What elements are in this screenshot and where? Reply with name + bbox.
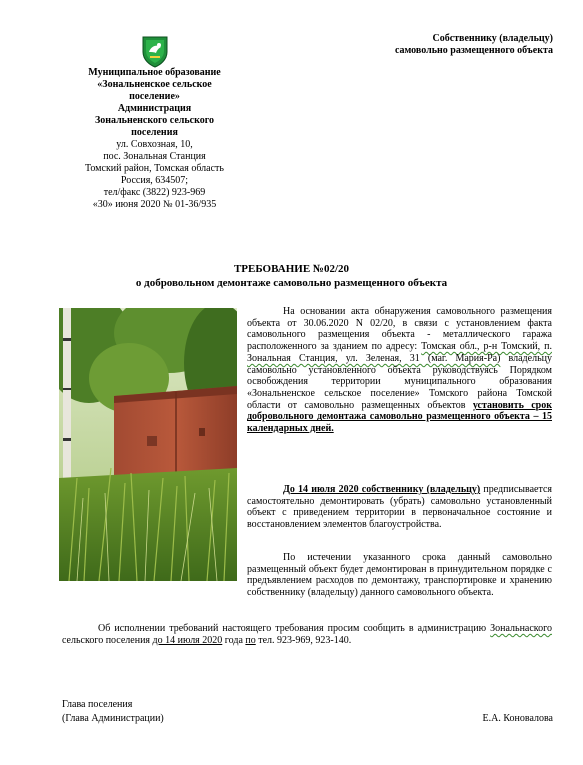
org-address-1: ул. Совхозная, 10, xyxy=(116,139,193,150)
recipient-line-2: самовольно размещенного объекта xyxy=(394,45,553,56)
org-line-3: поселение» xyxy=(129,91,180,102)
paragraph-report xyxy=(62,623,552,646)
org-phone: тел/факс (3822) 923-969 xyxy=(103,187,206,198)
org-line-5: Зональненского сельского xyxy=(94,115,215,126)
org-line-1: Муниципальное образование xyxy=(88,67,221,78)
signature-title-2: (Глава Администрации) xyxy=(62,713,164,724)
organization-block xyxy=(62,67,247,211)
deadline-date: До 14 июля 2020 собственнику (владельцу) xyxy=(283,484,481,495)
object-address: Томская обл., р-н Томский, п. Зональная Станция, ул. Зеленая, 31 (маг. Мария-Ра) xyxy=(247,341,552,364)
report-text-2: сельского поселения xyxy=(62,634,153,646)
document-title: ТРЕБОВАНИЕ №02/20 xyxy=(233,263,350,275)
report-org: Зональнаского xyxy=(490,623,552,634)
org-address-2: пос. Зональная Станция xyxy=(103,151,206,162)
org-line-2: «Зональненское сельское xyxy=(97,79,212,90)
org-line-6: поселения xyxy=(131,127,178,138)
report-date: до 14 июля 2020 xyxy=(152,634,223,646)
recipient-header xyxy=(395,33,553,57)
paragraph-basis xyxy=(247,306,552,435)
document-date-number: «30» июня 2020 № 01-36/935 xyxy=(92,199,217,210)
paragraph-consequence xyxy=(62,552,552,599)
garage-photo xyxy=(59,308,237,581)
instruction-text: предписывается самостоятельно демонтировать (убрать) самовольно установленный объект с приведением территории в первоначальное состояние и восстановлением элементов благоустройства. xyxy=(247,484,552,531)
org-address-4: Россия, 634507; xyxy=(120,175,189,186)
consequence-text: По истечении указанного срока данный самовольно размещенный объект будет демонтирован в принудительном порядке с предъявлением расходов по демонтажу, транспортировке и хранению собственнику (владельцу) данного самовольного объекта. xyxy=(247,552,552,599)
org-address-3: Томский район, Томская область xyxy=(85,163,224,174)
org-line-4: Администрация xyxy=(117,103,192,114)
coat-of-arms-emblem xyxy=(138,34,172,68)
report-phones: тел. 923-969, 923-140. xyxy=(255,634,352,646)
paragraph-instruction xyxy=(247,484,552,531)
report-po: по xyxy=(245,634,256,646)
paragraph-basis-text: На основании акта обнаружения самовольного размещения объекта от 30.06.2020 N 02/20, в связи с установлением факта самовольного размещения объекта - металлического гаража расположенного за зданием по адресу: xyxy=(247,306,552,353)
deadline-statement: установить срок добровольного демонтажа самовольно размещенного объекта – 15 календарных дней. xyxy=(247,399,552,435)
signature-name: Е.А. Коновалова xyxy=(482,713,553,724)
report-text: Об исполнении требований настоящего требования просим сообщить в администрацию xyxy=(98,623,491,634)
document-subtitle: о добровольном демонтаже самовольно размещенного объекта xyxy=(135,277,448,289)
recipient-line-1: Собственнику (владельцу) xyxy=(432,33,553,44)
report-text-3: года xyxy=(222,634,246,646)
document-title-block xyxy=(0,262,583,290)
paragraph-basis-text-2: владельцу самовольно установленного объекта руководствуясь Порядком освобождения территории муниципального образования «Зональненское сельское поселение» Томского района Томской области от самовольно размещенных объектов xyxy=(247,352,552,411)
signature-position xyxy=(62,698,164,726)
signature-title-1: Глава поселения xyxy=(62,699,133,710)
